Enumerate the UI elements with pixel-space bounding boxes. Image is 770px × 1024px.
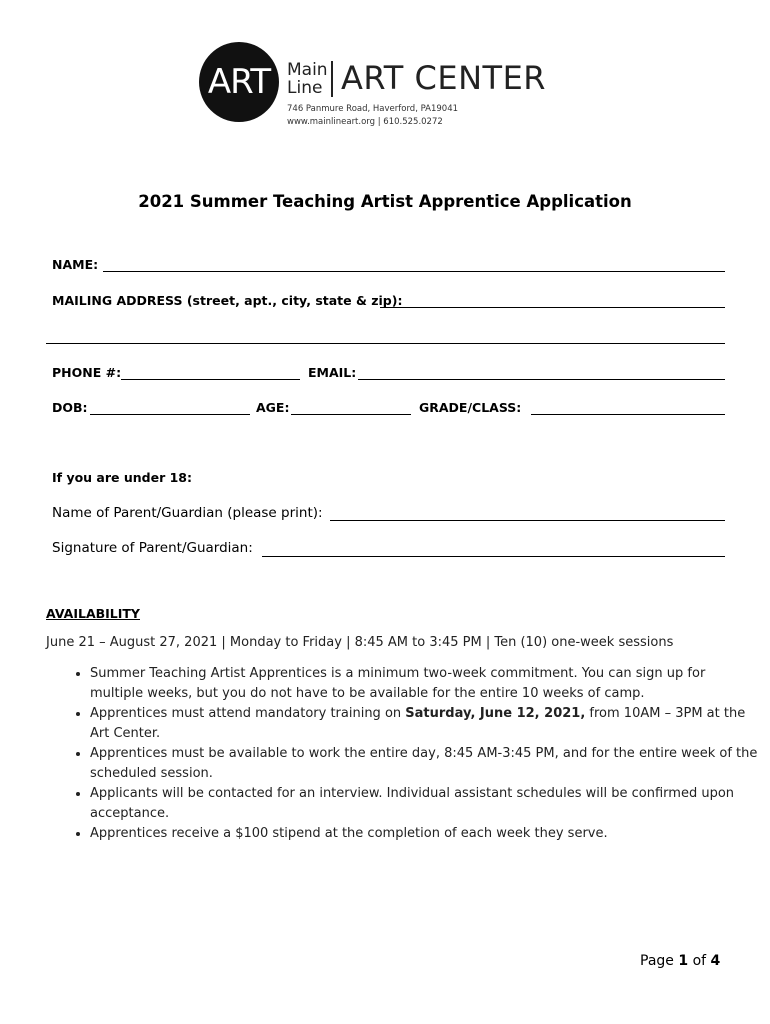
parent-name-label: Name of Parent/Guardian (please print): bbox=[52, 505, 323, 521]
logo-monogram: ART bbox=[207, 62, 271, 102]
dob-field[interactable] bbox=[90, 414, 250, 415]
availability-list bbox=[64, 664, 760, 844]
minor-heading: If you are under 18: bbox=[52, 470, 192, 485]
page-current: 1 bbox=[678, 953, 689, 969]
address-field[interactable] bbox=[380, 307, 725, 308]
logo-address: 746 Panmure Road, Haverford, PA19041 bbox=[287, 104, 459, 114]
page-total: 4 bbox=[710, 953, 721, 969]
list-item: • Applicants will be contacted for an interview. Individual assistant schedules will be confirmed upon acceptance. bbox=[90, 784, 760, 824]
list-item: • Apprentices receive a $100 stipend at the completion of each week they serve. bbox=[90, 824, 760, 844]
dob-label: DOB: bbox=[52, 400, 88, 415]
page-number bbox=[640, 953, 720, 969]
phone-label: PHONE #: bbox=[52, 365, 122, 380]
name-label: NAME: bbox=[52, 257, 99, 272]
phone-field[interactable] bbox=[121, 379, 300, 380]
logo-line-text: Line bbox=[287, 78, 323, 98]
list-item-text: from 10AM – 3PM at the Art Center. bbox=[90, 706, 746, 741]
logo-name: ART CENTER bbox=[341, 59, 547, 97]
logo-address-block bbox=[287, 103, 458, 129]
logo-separator bbox=[331, 61, 333, 97]
parent-signature-label: Signature of Parent/Guardian: bbox=[52, 540, 253, 556]
email-field[interactable] bbox=[358, 379, 725, 380]
list-item: • Summer Teaching Artist Apprentices is a minimum two-week commitment. You can sign up for multiple weeks, but you do not have to be available for the entire 10 weeks of camp. bbox=[90, 664, 760, 704]
training-date: Saturday, June 12, 2021, bbox=[405, 706, 586, 721]
availability-summary: June 21 – August 27, 2021 | Monday to Friday | 8:45 AM to 3:45 PM | Ten (10) one-week sessions bbox=[46, 635, 674, 650]
parent-name-field[interactable] bbox=[330, 520, 725, 521]
page-of: of bbox=[692, 953, 707, 969]
grade-label: GRADE/CLASS: bbox=[419, 400, 522, 415]
logo-main-text: Main bbox=[287, 60, 328, 80]
logo-contact: www.mainlineart.org | 610.525.0272 bbox=[287, 117, 443, 127]
list-item bbox=[90, 704, 760, 744]
list-item-text: Apprentices must attend mandatory training on bbox=[90, 706, 406, 721]
name-field[interactable] bbox=[103, 271, 725, 272]
age-field[interactable] bbox=[291, 414, 411, 415]
address-field-line-2[interactable] bbox=[46, 343, 725, 344]
parent-signature-field[interactable] bbox=[262, 556, 725, 557]
logo-main-line bbox=[287, 61, 328, 97]
page-prefix: Page bbox=[640, 953, 674, 969]
page-title: 2021 Summer Teaching Artist Apprentice Application bbox=[138, 192, 632, 211]
availability-heading: AVAILABILITY bbox=[46, 606, 140, 621]
grade-field[interactable] bbox=[531, 414, 725, 415]
list-item: • Apprentices must be available to work the entire day, 8:45 AM-3:45 PM, and for the entire week of the scheduled session. bbox=[90, 744, 760, 784]
age-label: AGE: bbox=[256, 400, 290, 415]
address-label: MAILING ADDRESS (street, apt., city, state & zip): bbox=[52, 293, 403, 308]
email-label: EMAIL: bbox=[308, 365, 357, 380]
